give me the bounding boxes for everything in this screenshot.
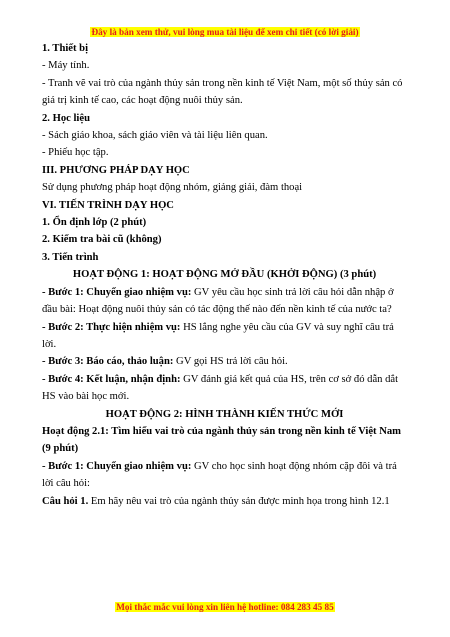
procedure-step-3: 3. Tiến trình bbox=[42, 251, 99, 263]
step-label: - Bước 3: Báo cáo, thảo luận: bbox=[42, 356, 174, 368]
materials-item: - Phiếu học tập. bbox=[42, 147, 109, 159]
materials-item: - Sách giáo khoa, sách giáo viên và tài liệu liên quan. bbox=[42, 130, 268, 142]
activity-1-step bbox=[42, 371, 407, 406]
procedure-step-2: 2. Kiểm tra bài cũ (không) bbox=[42, 234, 162, 246]
activity-2-step bbox=[42, 458, 407, 493]
question-label: Câu hỏi 1. bbox=[42, 495, 89, 507]
activity-1-step bbox=[42, 353, 407, 370]
step-label: - Bước 1: Chuyển giao nhiệm vụ: bbox=[42, 460, 192, 472]
step-text: GV cho học sinh hoạt động nhóm cặp đôi và trả lời câu hỏi: bbox=[42, 460, 397, 490]
activity-2-1-subtitle: Hoạt động 2.1: Tìm hiểu vai trò của ngành thủy sản trong nền kinh tế Việt Nam (9 phút) bbox=[42, 425, 401, 455]
activity-1-step bbox=[42, 319, 407, 354]
step-label: - Bước 2: Thực hiện nhiệm vụ: bbox=[42, 321, 181, 333]
step-text: GV đánh giá kết quả của HS, trên cơ sở đó dẫn dắt HS vào bài học mới. bbox=[42, 373, 399, 403]
hotline-text: Mọi thắc mắc vui lòng xin liên hệ hotline: 084 283 45 85 bbox=[116, 602, 334, 612]
step-text: GV gọi HS trả lời câu hỏi. bbox=[173, 356, 288, 368]
equipment-item: - Tranh vẽ vai trò của ngành thủy sản trong nền kinh tế Việt Nam, một số thủy sản có giá trị kinh tế cao, các hoạt động nuôi thủy sản. bbox=[42, 77, 403, 107]
activity-2-title: HOẠT ĐỘNG 2: HÌNH THÀNH KIẾN THỨC MỚI bbox=[105, 408, 344, 420]
step-text: HS lắng nghe yêu cầu của GV và suy nghĩ câu trả lời. bbox=[42, 321, 394, 350]
section-heading-methods: III. PHƯƠNG PHÁP DẠY HỌC bbox=[42, 164, 190, 176]
preview-notice-banner bbox=[0, 27, 450, 37]
procedure-step-1: 1. Ổn định lớp (2 phút) bbox=[42, 217, 147, 229]
methods-text: Sử dụng phương pháp hoạt động nhóm, giảng giải, đàm thoại bbox=[42, 182, 303, 194]
question-text: Em hãy nêu vai trò của ngành thủy sản được minh họa trong hình 12.1 bbox=[88, 495, 390, 507]
section-heading-materials: 2. Học liệu bbox=[42, 112, 90, 124]
step-text: GV yêu cầu học sinh trả lời câu hỏi dẫn nhập ở đầu bài: Hoạt động nuôi thủy sản có tác động thế nào đến nền kinh tế của nước ta? bbox=[42, 286, 394, 316]
activity-1-step bbox=[42, 284, 407, 319]
equipment-item: - Máy tính. bbox=[42, 60, 90, 72]
step-label: - Bước 1: Chuyển giao nhiệm vụ: bbox=[42, 286, 192, 298]
document-body bbox=[42, 40, 407, 510]
question-1 bbox=[42, 493, 407, 510]
section-heading-equipment: 1. Thiết bị bbox=[42, 43, 89, 54]
section-heading-procedure: VI. TIẾN TRÌNH DẠY HỌC bbox=[42, 199, 174, 211]
hotline-banner bbox=[0, 602, 450, 612]
activity-1-title: HOẠT ĐỘNG 1: HOẠT ĐỘNG MỞ ĐẦU (KHỞI ĐỘNG) (3 phút) bbox=[72, 269, 377, 281]
preview-notice-text: Đây là bản xem thử, vui lòng mua tài liệu để xem chi tiết (có lời giải) bbox=[91, 27, 359, 37]
step-label: - Bước 4: Kết luận, nhận định: bbox=[42, 373, 181, 385]
